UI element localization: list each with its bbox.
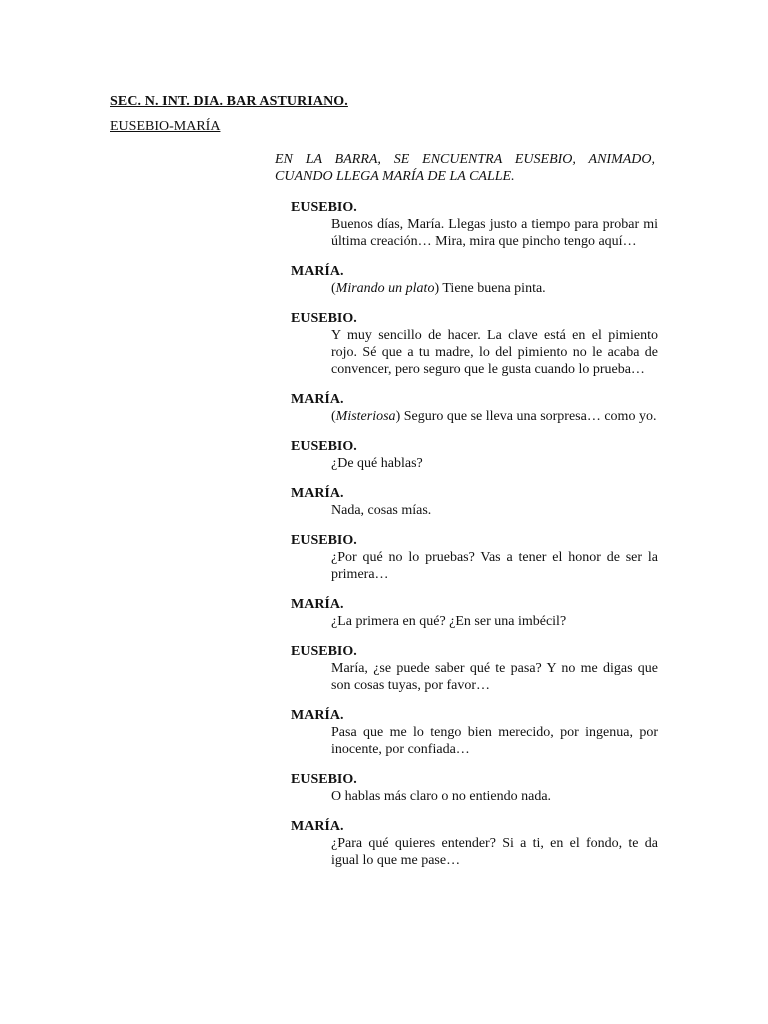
dialogue-block <box>291 199 658 250</box>
character-name: MARÍA. <box>291 264 344 279</box>
dialogue-block <box>291 707 658 758</box>
character-name: EUSEBIO. <box>291 311 357 326</box>
dialogue-line <box>331 835 658 869</box>
parenthetical: (Misteriosa) <box>331 409 404 424</box>
dialogue-block <box>291 391 658 425</box>
dialogue-text: Nada, cosas mías. <box>331 503 432 518</box>
dialogue-block <box>291 310 658 378</box>
dialogue-line <box>331 724 658 758</box>
scene-characters: EUSEBIO-MARÍA <box>110 119 221 134</box>
dialogue-block <box>291 485 658 519</box>
dialogue-text: ¿La primera en qué? ¿En ser una imbécil? <box>331 614 567 629</box>
dialogue-line <box>331 549 658 583</box>
character-name: MARÍA. <box>291 597 344 612</box>
parenthetical-text: Mirando un plato <box>335 281 435 296</box>
dialogue-text: Pasa que me lo tengo bien merecido, por ingenua, por inocente, por confiada… <box>331 725 658 757</box>
character-name: EUSEBIO. <box>291 200 357 215</box>
dialogue-text: María, ¿se puede saber qué te pasa? Y no me digas que son cosas tuyas, por favor… <box>331 661 658 693</box>
dialogue-block <box>291 596 658 630</box>
parenthetical: (Mirando un plato) <box>331 281 443 296</box>
dialogue-line <box>331 788 658 805</box>
character-name: MARÍA. <box>291 392 344 407</box>
dialogue-block <box>291 818 658 869</box>
character-name: EUSEBIO. <box>291 439 357 454</box>
dialogue-block <box>291 532 658 583</box>
character-name: EUSEBIO. <box>291 533 357 548</box>
dialogue-line <box>331 455 658 472</box>
dialogue-block <box>291 438 658 472</box>
dialogue-text: Seguro que se lleva una sorpresa… como yo. <box>403 409 657 424</box>
dialogue-line <box>331 613 658 630</box>
character-name: MARÍA. <box>291 708 344 723</box>
character-name: EUSEBIO. <box>291 772 357 787</box>
dialogue-text: O hablas más claro o no entiendo nada. <box>331 789 552 804</box>
dialogue-text: ¿Para qué quieres entender? Si a ti, en el fondo, te da igual lo que me pase… <box>331 836 658 868</box>
character-name: MARÍA. <box>291 819 344 834</box>
dialogue-block <box>291 771 658 805</box>
dialogue-line <box>331 216 658 250</box>
dialogue-block <box>291 263 658 297</box>
dialogue-text: ¿Por qué no lo pruebas? Vas a tener el honor de ser la primera… <box>331 550 658 582</box>
character-name: EUSEBIO. <box>291 644 357 659</box>
action-description: EN LA BARRA, SE ENCUENTRA EUSEBIO, ANIMADO, CUANDO LLEGA MARÍA DE LA CALLE. <box>275 152 655 184</box>
dialogue-line <box>331 280 658 297</box>
dialogue-text: Y muy sencillo de hacer. La clave está en el pimiento rojo. Sé que a tu madre, lo del pimiento no le acaba de convencer, pero seguro que le gusta cuando lo prueba… <box>331 328 658 377</box>
dialogue-block <box>291 643 658 694</box>
dialogue-line <box>331 660 658 694</box>
dialogue-line <box>331 327 658 378</box>
dialogue-text: ¿De qué hablas? <box>331 456 423 471</box>
character-name: MARÍA. <box>291 486 344 501</box>
dialogue-text: Buenos días, María. Llegas justo a tiempo para probar mi última creación… Mira, mira que pincho tengo aquí… <box>331 217 658 249</box>
dialogue-list <box>291 199 658 882</box>
scene-heading: SEC. N. INT. DIA. BAR ASTURIANO. <box>110 94 348 109</box>
dialogue-line <box>331 502 658 519</box>
dialogue-text: Tiene buena pinta. <box>442 281 546 296</box>
parenthetical-text: Misteriosa <box>335 409 396 424</box>
dialogue-line <box>331 408 658 425</box>
